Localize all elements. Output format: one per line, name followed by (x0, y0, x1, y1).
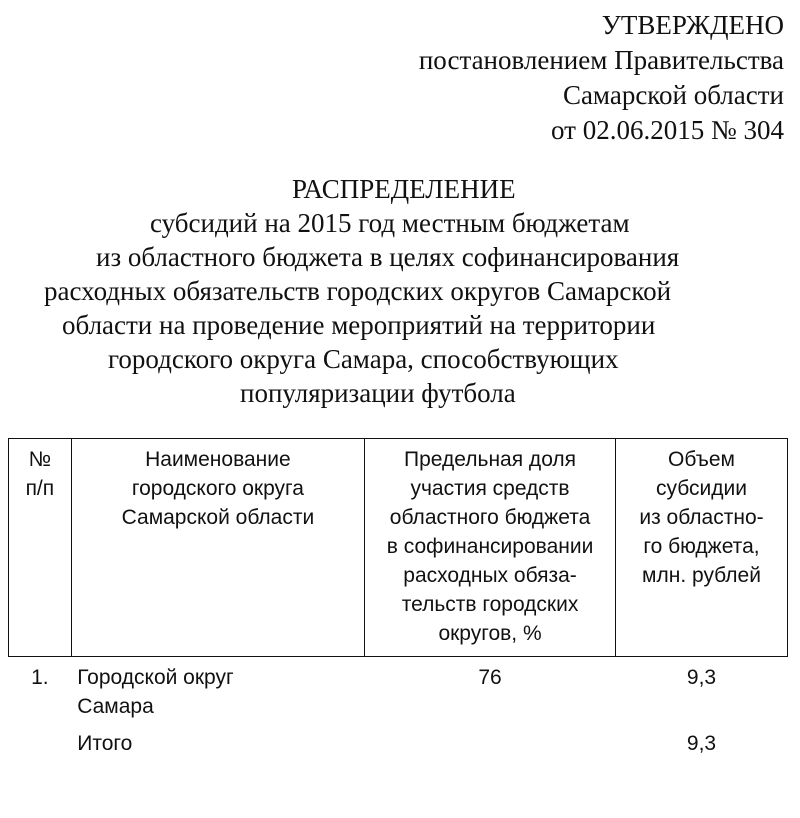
approval-by: постановлением Правительства (418, 45, 784, 75)
title-line: популяризации футбола (240, 378, 516, 408)
approval-status: УТВЕРЖДЕНО (601, 10, 784, 40)
header-number: № п/п (9, 439, 72, 657)
approval-block (419, 8, 784, 148)
total-share (365, 725, 616, 762)
title-line: субсидий на 2015 год местным бюджетам (150, 208, 630, 238)
table-row (9, 657, 788, 726)
total-number (9, 725, 72, 762)
row-number: 1. (31, 666, 49, 689)
title-line: области на проведение мероприятий на территории (62, 310, 656, 340)
row-subsidy-amount: 9,3 (686, 666, 717, 689)
row-district-name: Городской округ Самара (77, 666, 234, 718)
header-max-share: Предельная доля участия средств областного бюджета в софинансировании расходных обяза- тельств городских округов, % (365, 439, 616, 657)
total-label: Итого (77, 732, 133, 755)
header-district-name: Наименование городского округа Самарской области (71, 439, 364, 657)
distribution-table (8, 438, 788, 762)
table-total-row (9, 725, 788, 762)
title-line: расходных обязательств городских округов Самарской (44, 276, 672, 306)
header-subsidy-amount: Объем субсидии из областно- го бюджета, млн. рублей (615, 439, 787, 657)
title-heading: РАСПРЕДЕЛЕНИЕ (292, 174, 516, 204)
title-line: из областного бюджета в целях софинансирования (96, 242, 680, 272)
document-title (0, 172, 800, 410)
title-line: городского округа Самара, способствующих (108, 344, 619, 374)
total-amount: 9,3 (686, 732, 717, 755)
table-header-row (9, 439, 788, 657)
approval-region: Самарской области (562, 80, 784, 110)
approval-decree: от 02.06.2015 № 304 (551, 115, 784, 145)
row-max-share: 76 (478, 666, 502, 689)
